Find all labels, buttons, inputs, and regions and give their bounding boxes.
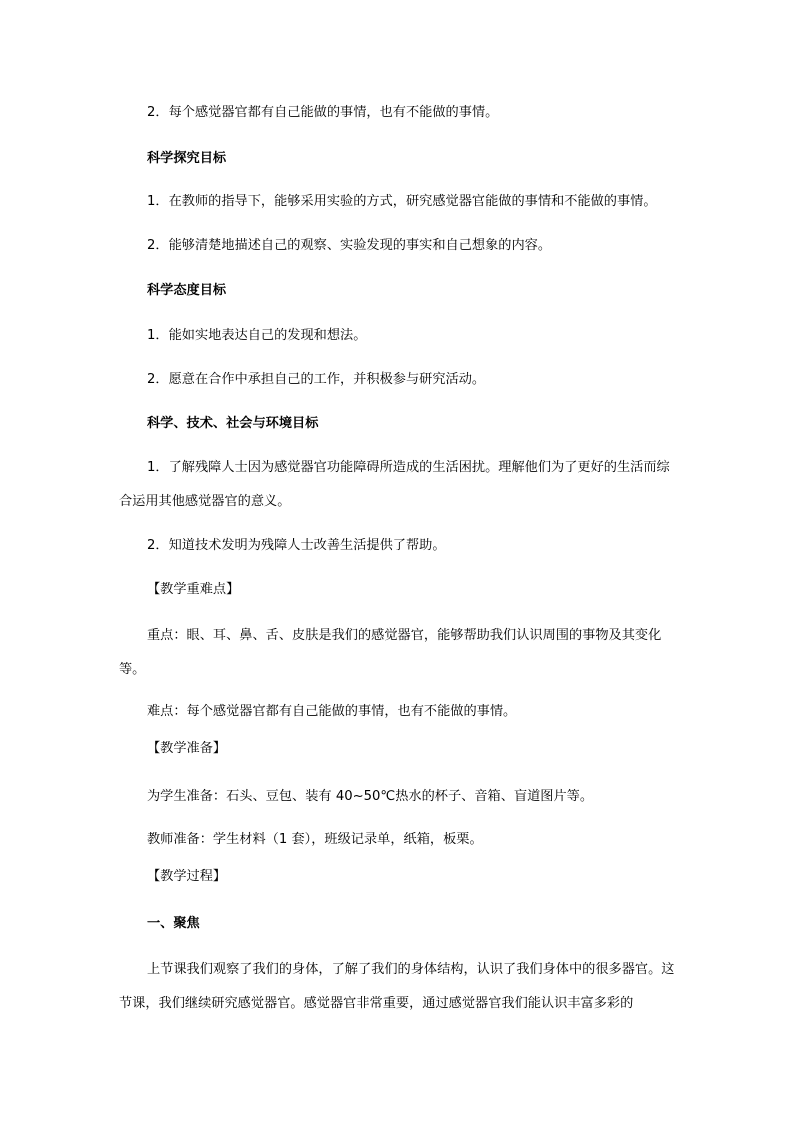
section-heading-preparation: 【教学准备】: [147, 741, 227, 756]
section-heading-process: 【教学过程】: [147, 869, 227, 884]
section-heading-stse: 科学、技术、社会与环境目标: [147, 416, 319, 431]
goal-item-2: 2．每个感觉器官都有自己能做的事情，也有不能做的事情。: [147, 105, 499, 120]
key-point-text: 重点：眼、耳、鼻、舌、皮肤是我们的感觉器官，能够帮助我们认识周围的事物及其变化等。: [119, 628, 662, 677]
attitude-item-1: 1．能如实地表达自己的发现和想法。: [147, 328, 367, 343]
attitude-item-2: 2．愿意在合作中承担自己的工作，并积极参与研究活动。: [147, 372, 486, 387]
inquiry-item-1: 1．在教师的指导下，能够采用实验的方式，研究感觉器官能做的事情和不能做的事情。: [147, 194, 657, 209]
process-step-focus: 一、聚焦: [147, 916, 200, 931]
stse-item-1: 1．了解残障人士因为感觉器官功能障碍所造成的生活困扰。理解他们为了更好的生活而综合运用其他感觉器官的意义。: [119, 460, 670, 509]
inquiry-item-2: 2．能够清楚地描述自己的观察、实验发现的事实和自己想象的内容。: [147, 238, 552, 253]
process-paragraph: 上节课我们观察了我们的身体，了解了我们的身体结构，认识了我们身体中的很多器官。这节课，我们继续研究感觉器官。感觉器官非常重要，通过感觉器官我们能认识丰富多彩的: [119, 962, 675, 1011]
section-heading-inquiry: 科学探究目标: [147, 151, 227, 166]
difficult-point-text: 难点：每个感觉器官都有自己能做的事情，也有不能做的事情。: [147, 704, 517, 719]
student-preparation-text: 为学生准备：石头、豆包、装有 40~50℃热水的杯子、音箱、盲道图片等。: [147, 789, 594, 804]
section-heading-attitude: 科学态度目标: [147, 283, 227, 298]
teacher-preparation-text: 教师准备：学生材料（1 套），班级记录单，纸箱，板栗。: [147, 832, 483, 847]
section-heading-key-points: 【教学重难点】: [147, 582, 240, 597]
stse-item-2: 2．知道技术发明为残障人士改善生活提供了帮助。: [147, 538, 446, 553]
